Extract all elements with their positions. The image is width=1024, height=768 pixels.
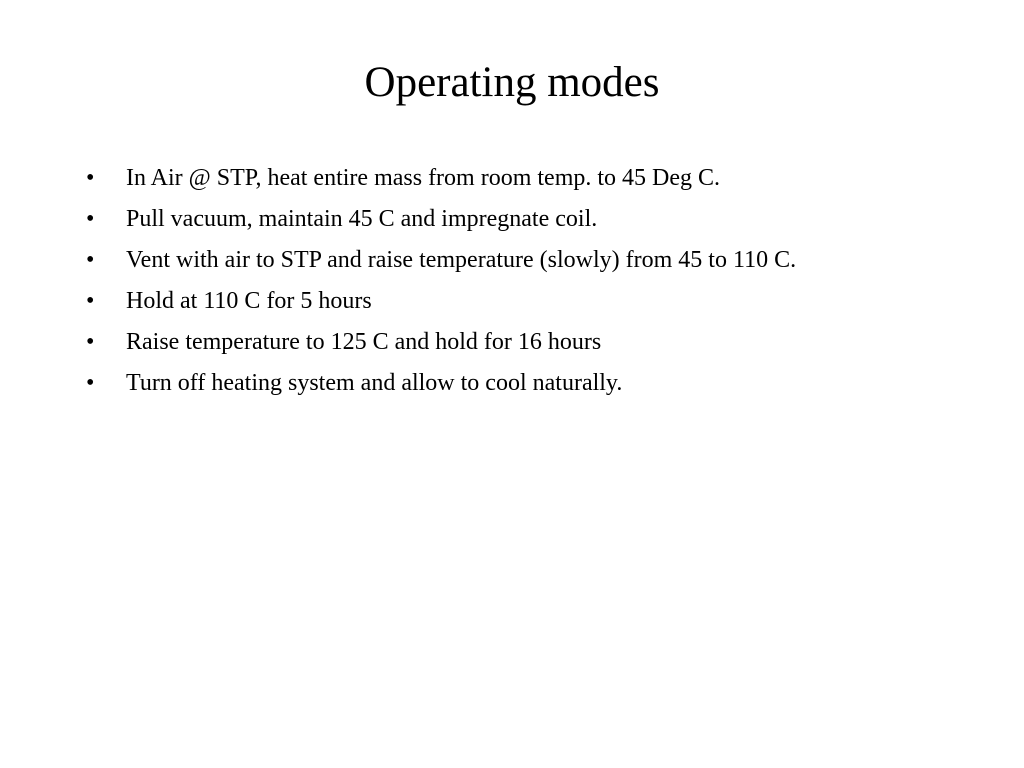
bullet-marker: • bbox=[86, 329, 95, 355]
bullet-text: Vent with air to STP and raise temperature (slowly) from 45 to 110 C. bbox=[126, 247, 797, 273]
bullet-text: Hold at 110 C for 5 hours bbox=[126, 288, 372, 314]
bullet-item bbox=[86, 283, 986, 324]
bullet-marker: • bbox=[86, 165, 95, 191]
bullet-list bbox=[86, 160, 986, 406]
bullet-marker: • bbox=[86, 247, 95, 273]
bullet-marker: • bbox=[86, 370, 95, 396]
bullet-item bbox=[86, 324, 986, 365]
bullet-item bbox=[86, 201, 986, 242]
bullet-text: Turn off heating system and allow to cool naturally. bbox=[126, 370, 623, 396]
slide-title: Operating modes bbox=[364, 59, 660, 106]
bullet-text: In Air @ STP, heat entire mass from room temp. to 45 Deg C. bbox=[126, 165, 721, 191]
bullet-item bbox=[86, 242, 986, 283]
bullet-text: Pull vacuum, maintain 45 C and impregnate coil. bbox=[126, 206, 598, 232]
bullet-item bbox=[86, 160, 986, 201]
bullet-marker: • bbox=[86, 288, 95, 314]
bullet-text: Raise temperature to 125 C and hold for 16 hours bbox=[126, 329, 602, 355]
bullet-marker: • bbox=[86, 206, 95, 232]
bullet-item bbox=[86, 365, 986, 406]
